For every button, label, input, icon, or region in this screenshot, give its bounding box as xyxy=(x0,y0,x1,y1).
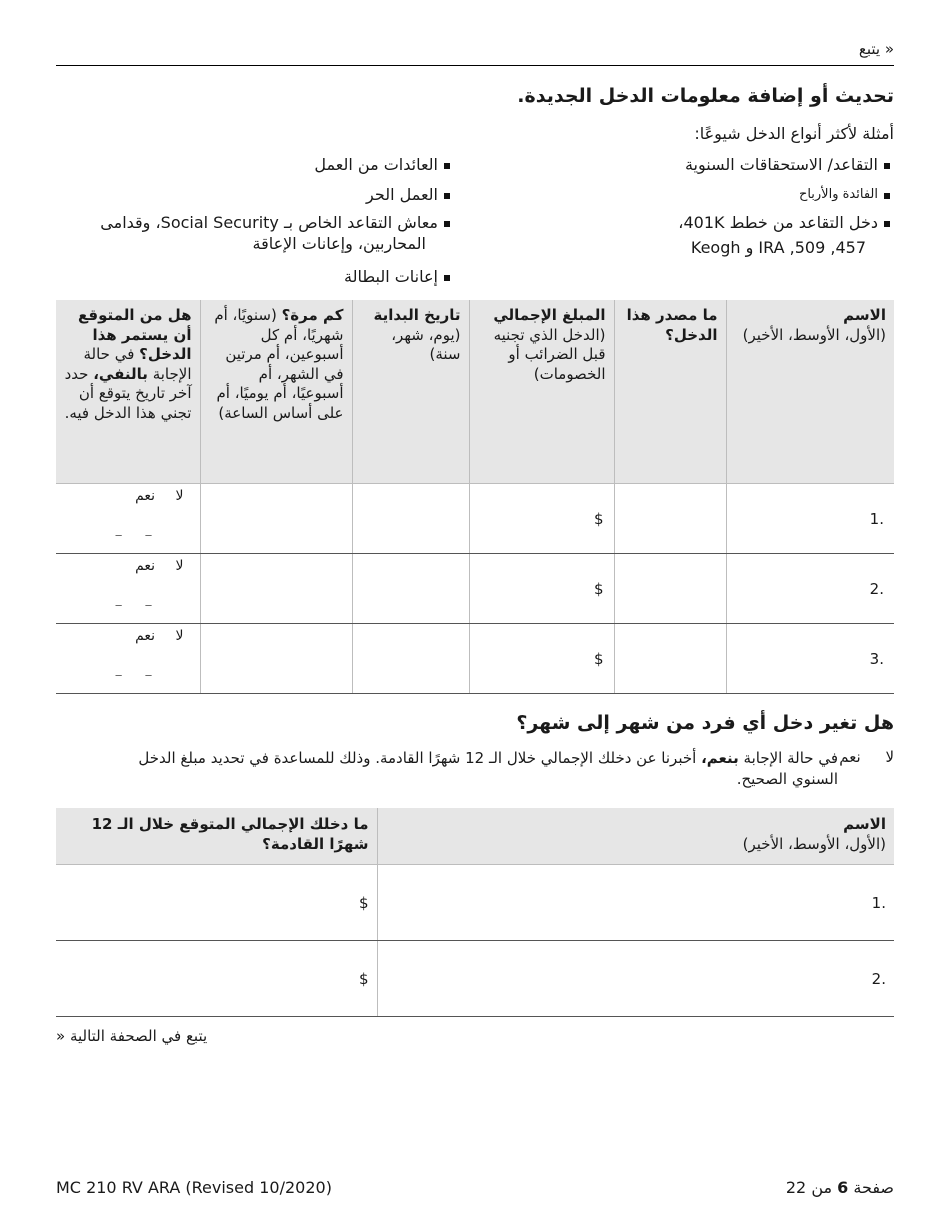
row-number: .1 xyxy=(726,484,894,554)
example-item: العائدات من العمل xyxy=(314,155,450,174)
form-id: MC 210 RV ARA (Revised 10/2020) xyxy=(56,1178,332,1197)
col-header-source: ما مصدر هذا الدخل؟ xyxy=(614,300,726,484)
table-header-row xyxy=(56,300,894,484)
amount-cell[interactable]: $ xyxy=(469,554,614,624)
continue-cell xyxy=(56,624,200,694)
col-header-start-date: تاريخ البداية (يوم، شهر، سنة) xyxy=(352,300,469,484)
source-cell[interactable] xyxy=(614,484,726,554)
example-item: معاش التقاعد الخاص بـ Social Security، وقدامى المحاربين، وإعانات الإعاقة xyxy=(100,213,450,253)
start-date-cell[interactable] xyxy=(352,624,469,694)
bullet-square-icon xyxy=(884,221,890,227)
table-row xyxy=(56,624,894,694)
no-option[interactable]: لا xyxy=(885,748,894,766)
row-number: .1 xyxy=(377,865,894,941)
monthly-instructions: في حالة الإجابة بنعم، أخبرنا عن دخلك الإجمالي خلال الـ 12 شهرًا القادمة. وذلك للمساعدة في تحديد مبلغ الدخل السنوي الصحيح. xyxy=(138,749,838,788)
yes-option[interactable]: نعم xyxy=(839,748,861,766)
bullet-square-icon xyxy=(884,193,890,199)
example-item: التقاعد/ الاستحقاقات السنوية xyxy=(685,155,890,174)
section-title-monthly: هل تغير دخل أي فرد من شهر إلى شهر؟ xyxy=(516,712,894,734)
bullet-square-icon xyxy=(444,221,450,227)
source-cell[interactable] xyxy=(614,624,726,694)
continue-cell xyxy=(56,554,200,624)
table-header-row xyxy=(56,808,894,865)
amount-cell[interactable]: $ xyxy=(469,484,614,554)
col-header-name: الاسم (الأول، الأوسط، الأخير) xyxy=(726,300,894,484)
col-header-total: ما دخلك الإجمالي المتوقع خلال الـ 12 شهرًا القادمة؟ xyxy=(56,808,377,865)
start-date-cell[interactable] xyxy=(352,484,469,554)
continued-next-page: يتبع في الصحفة التالية « xyxy=(56,1027,208,1045)
col-header-continue: هل من المتوقع أن يستمر هذا الدخل؟ في حالة الإجابة بالنفي، حدد آخر تاريخ يتوقع أن تجني هذا الدخل فيه. xyxy=(56,300,200,484)
section-title: تحديث أو إضافة معلومات الدخل الجديدة. xyxy=(517,85,894,107)
row-number: .2 xyxy=(377,941,894,1017)
yes-no-options[interactable]: لا نعم xyxy=(135,488,184,504)
income-table xyxy=(56,300,894,694)
page-number: صفحة 6 من 22 xyxy=(785,1178,894,1197)
yes-no-checkboxes[interactable]: _ _ xyxy=(115,522,162,536)
yes-no-checkboxes[interactable]: _ _ xyxy=(115,592,162,606)
source-cell[interactable] xyxy=(614,554,726,624)
col-header-frequency: كم مرة؟ (سنويًا، أم شهريًا، أم كل أسبوعين، أم مرتين في الشهر، أم أسبوعيًا، أم يوميًا، أم على أساس الساعة) xyxy=(200,300,352,484)
row-number: .2 xyxy=(726,554,894,624)
monthly-income-table xyxy=(56,808,894,1017)
continue-cell xyxy=(56,484,200,554)
yes-no-options[interactable]: لا نعم xyxy=(135,628,184,644)
amount-cell[interactable]: $ xyxy=(469,624,614,694)
col-header-amount: المبلغ الإجمالي (الدخل الذي تجنيه قبل الضرائب أو الخصومات) xyxy=(469,300,614,484)
total-amount-cell[interactable]: $ xyxy=(56,865,377,941)
start-date-cell[interactable] xyxy=(352,554,469,624)
yes-no-options[interactable]: لا نعم xyxy=(135,558,184,574)
frequency-cell[interactable] xyxy=(200,484,352,554)
bullet-square-icon xyxy=(444,193,450,199)
table-row xyxy=(56,484,894,554)
table-row xyxy=(56,865,894,941)
frequency-cell[interactable] xyxy=(200,554,352,624)
frequency-cell[interactable] xyxy=(200,624,352,694)
total-amount-cell[interactable]: $ xyxy=(56,941,377,1017)
table-row xyxy=(56,554,894,624)
example-item: العمل الحر xyxy=(366,185,450,204)
col-header-name: الاسم (الأول، الأوسط، الأخير) xyxy=(377,808,894,865)
bullet-square-icon xyxy=(444,275,450,281)
top-divider xyxy=(56,65,894,66)
example-item: الفائدة والأرباح xyxy=(799,187,890,202)
examples-intro: أمثلة لأكثر أنواع الدخل شيوعًا: xyxy=(694,124,894,143)
yes-no-checkboxes[interactable]: _ _ xyxy=(115,662,162,676)
example-item: دخل التقاعد من خطط 401K، 457, 509, IRA و Keogh xyxy=(678,213,890,257)
bullet-square-icon xyxy=(884,163,890,169)
monthly-change-options[interactable] xyxy=(839,748,894,766)
example-item: إعانات البطالة xyxy=(344,267,450,286)
continued-label: « يتبع xyxy=(858,40,894,58)
bullet-square-icon xyxy=(444,163,450,169)
row-number: .3 xyxy=(726,624,894,694)
table-row xyxy=(56,941,894,1017)
